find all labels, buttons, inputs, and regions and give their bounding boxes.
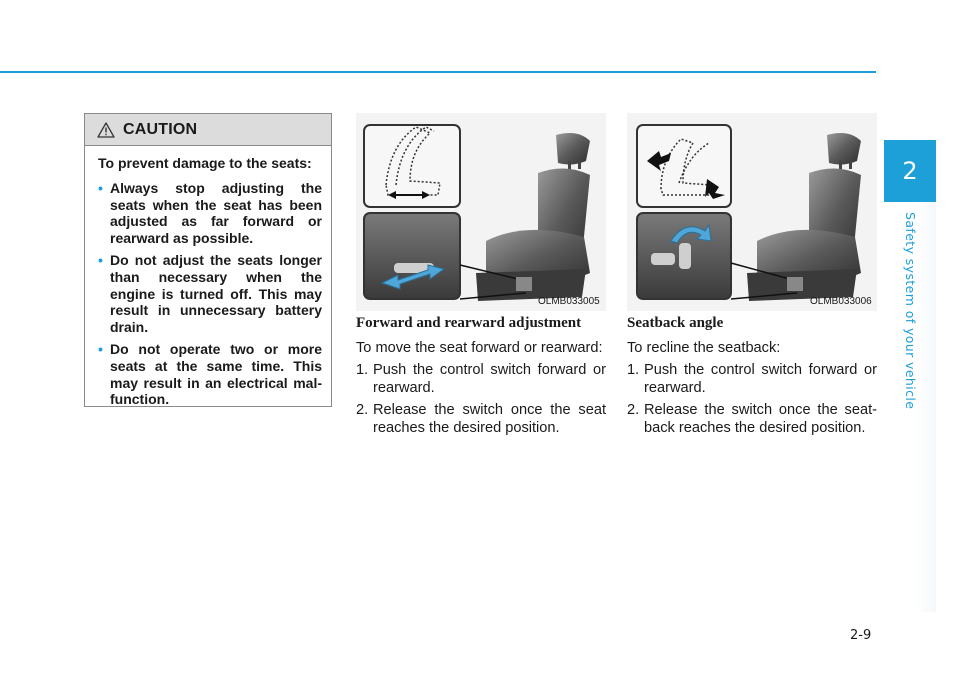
bullet-dot-icon: • bbox=[98, 179, 103, 196]
bullet-dot-icon: • bbox=[98, 340, 103, 357]
section-lead: To move the seat forward or rearward: bbox=[356, 340, 603, 356]
step-item: 1. Push the control switch forward or rearward. bbox=[627, 362, 877, 396]
warning-triangle-icon bbox=[97, 122, 115, 138]
step-item: 2. Release the switch once the seat reaches the desired position. bbox=[356, 402, 606, 436]
seat-slide-drawing bbox=[356, 113, 606, 311]
section-heading: Seatback angle bbox=[627, 315, 724, 331]
caution-box bbox=[84, 113, 332, 407]
seatback-recline-illustration bbox=[627, 113, 877, 311]
caution-bullet: • Always stop adjusting the seats when the seat has been adjusted as far forward or rearward as possible. bbox=[98, 179, 322, 247]
chapter-title: Safety system of your vehicle bbox=[903, 212, 918, 410]
section-heading: Forward and rearward adjustment bbox=[356, 315, 582, 331]
figure-code: OLMB033005 bbox=[538, 296, 600, 307]
page-number: 2-9 bbox=[850, 628, 872, 643]
header-rule bbox=[0, 71, 876, 73]
step-item: 2. Release the switch once the seat-back reaches the desired position. bbox=[627, 402, 877, 436]
caution-title: CAUTION bbox=[123, 120, 198, 138]
section-forward-rearward bbox=[356, 315, 606, 442]
caution-bullet: • Do not adjust the seats longer than necessary when the engine is turned off. This may result in unnecessary battery drain. bbox=[98, 251, 322, 336]
caution-body bbox=[85, 146, 331, 408]
caution-bullet: • Do not operate two or more seats at the same time. This may result in an electrical mal-function. bbox=[98, 340, 322, 408]
figure-code: OLMB033006 bbox=[810, 296, 872, 307]
bullet-dot-icon: • bbox=[98, 251, 103, 268]
step-item: 1. Push the control switch forward or rearward. bbox=[356, 362, 606, 396]
caution-intro: To prevent damage to the seats: bbox=[98, 155, 312, 171]
chapter-tab bbox=[884, 140, 936, 202]
seat-slide-illustration bbox=[356, 113, 606, 311]
section-seatback-angle bbox=[627, 315, 877, 442]
seatback-recline-drawing bbox=[627, 113, 877, 311]
chapter-number: 2 bbox=[902, 157, 918, 185]
section-lead: To recline the seatback: bbox=[627, 340, 781, 356]
caution-header bbox=[85, 114, 331, 146]
